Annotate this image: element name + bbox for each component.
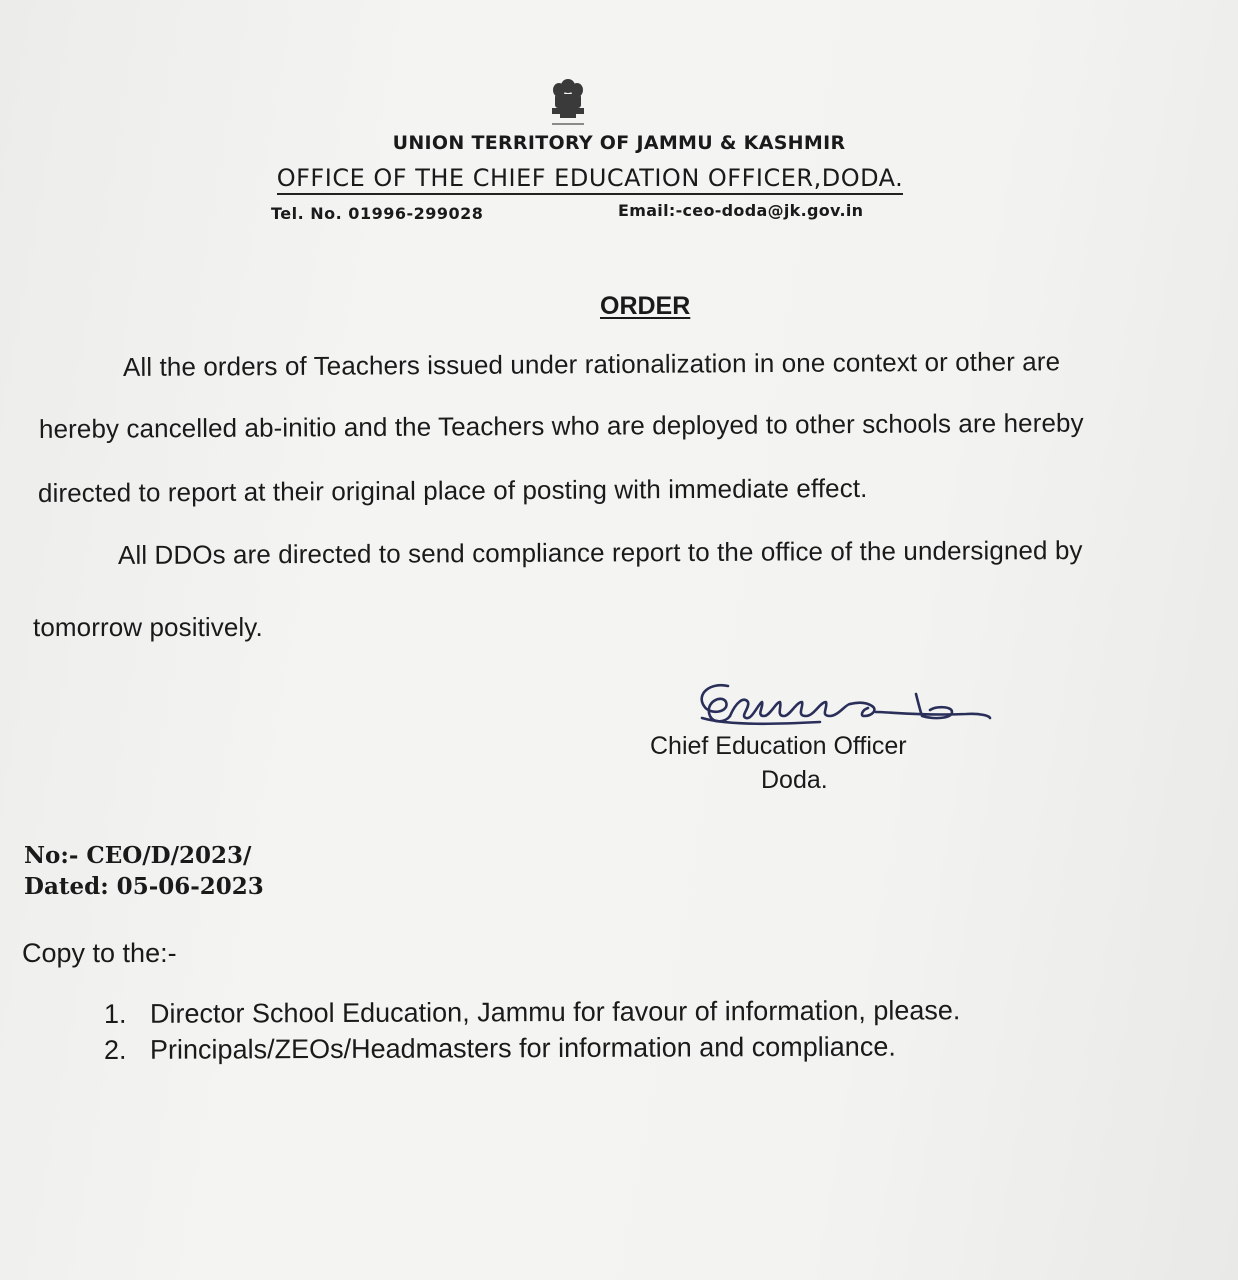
signatory-designation: Chief Education Officer (650, 732, 907, 760)
copy-to-heading: Copy to the:- (22, 938, 177, 968)
order-date: Dated: 05-06-2023 (24, 873, 264, 900)
office-heading-text: OFFICE OF THE CHIEF EDUCATION OFFICER,DODA. (277, 164, 904, 195)
order-paragraph-line: hereby cancelled ab-initio and the Teachers who are deployed to other schools are hereby (38, 407, 1084, 444)
national-emblem-icon (546, 76, 590, 132)
copy-to-item (104, 992, 961, 1032)
copy-to-list (104, 996, 960, 1068)
signatory-place: Doda. (761, 766, 828, 794)
territory-heading: UNION TERRITORY OF JAMMU & KASHMIR (392, 132, 846, 154)
order-title: ORDER (600, 292, 691, 320)
email-address: Email:-ceo-doda@jk.gov.in (618, 201, 864, 220)
office-heading (0, 164, 1180, 192)
list-number: 1. (103, 998, 127, 1029)
order-paragraph-line: directed to report at their original place of posting with immediate effect. (37, 472, 868, 508)
telephone-number: Tel. No. 01996-299028 (271, 204, 484, 223)
copy-to-item-text: Director School Education, Jammu for favour of information, please. (149, 995, 961, 1029)
order-paragraph-line: All DDOs are directed to send compliance report to the office of the undersigned by (117, 534, 1083, 570)
order-paragraph-line: tomorrow positively. (33, 612, 263, 642)
list-number: 2. (103, 1034, 127, 1065)
copy-to-item-text: Principals/ZEOs/Headmasters for information and compliance. (149, 1031, 896, 1065)
order-number: No:- CEO/D/2023/ (24, 842, 252, 869)
copy-to-item (104, 1028, 961, 1068)
order-paragraph-line: All the orders of Teachers issued under rationalization in one context or other are (122, 346, 1061, 382)
